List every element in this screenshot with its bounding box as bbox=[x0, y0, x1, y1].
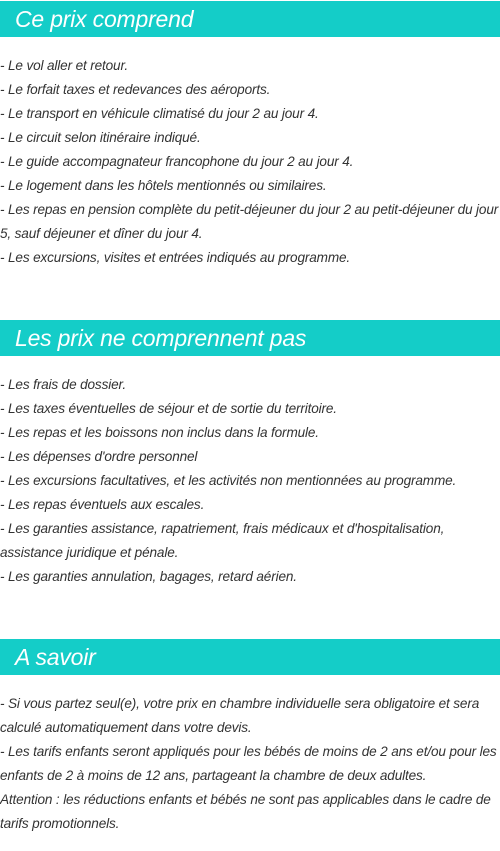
list-item: - Les repas éventuels aux escales. bbox=[0, 497, 205, 512]
section-title: Les prix ne comprennent pas bbox=[0, 320, 500, 356]
list-item: - Les repas en pension complète du petit-déjeuner du jour 2 au petit-déjeuner du jour 5, sauf déjeuner et dîner du jour 4. bbox=[0, 202, 499, 241]
list-item: - Le transport en véhicule climatisé du jour 2 au jour 4. bbox=[0, 106, 319, 121]
list-item: - Le guide accompagnateur francophone du jour 2 au jour 4. bbox=[0, 154, 354, 169]
list-item: - Le logement dans les hôtels mentionnés ou similaires. bbox=[0, 178, 327, 193]
list-item: - Le vol aller et retour. bbox=[0, 58, 128, 73]
includes-list bbox=[0, 54, 500, 270]
list-item: - Les garanties annulation, bagages, retard aérien. bbox=[0, 569, 297, 584]
list-item: - Les garanties assistance, rapatriement, frais médicaux et d'hospitalisation, assistance juridique et pénale. bbox=[0, 521, 445, 560]
excludes-list bbox=[0, 373, 500, 589]
list-item: - Les tarifs enfants seront appliqués pour les bébés de moins de 2 ans et/ou pour les enfants de 2 à moins de 12 ans, partageant la chambre de deux adultes. bbox=[0, 744, 497, 783]
list-item: - Les repas et les boissons non inclus dans la formule. bbox=[0, 425, 319, 440]
section-good-to-know bbox=[0, 639, 500, 836]
list-item: - Les excursions facultatives, et les activités non mentionnées au programme. bbox=[0, 473, 457, 488]
list-item: - Les taxes éventuelles de séjour et de sortie du territoire. bbox=[0, 401, 337, 416]
list-item: - Les dépenses d'ordre personnel bbox=[0, 449, 198, 464]
list-item: Attention : les réductions enfants et bébés ne sont pas applicables dans le cadre de tarifs promotionnels. bbox=[0, 792, 491, 831]
section-price-includes bbox=[0, 1, 500, 270]
list-item: - Le forfait taxes et redevances des aéroports. bbox=[0, 82, 271, 97]
section-title: Ce prix comprend bbox=[0, 1, 500, 37]
section-title: A savoir bbox=[0, 639, 500, 675]
list-item: - Les excursions, visites et entrées indiqués au programme. bbox=[0, 250, 351, 265]
section-price-excludes bbox=[0, 320, 500, 589]
list-item: - Si vous partez seul(e), votre prix en chambre individuelle sera obligatoire et sera calculé automatiquement dans votre devis. bbox=[0, 696, 480, 735]
info-list bbox=[0, 692, 500, 836]
list-item: - Le circuit selon itinéraire indiqué. bbox=[0, 130, 201, 145]
list-item: - Les frais de dossier. bbox=[0, 377, 126, 392]
